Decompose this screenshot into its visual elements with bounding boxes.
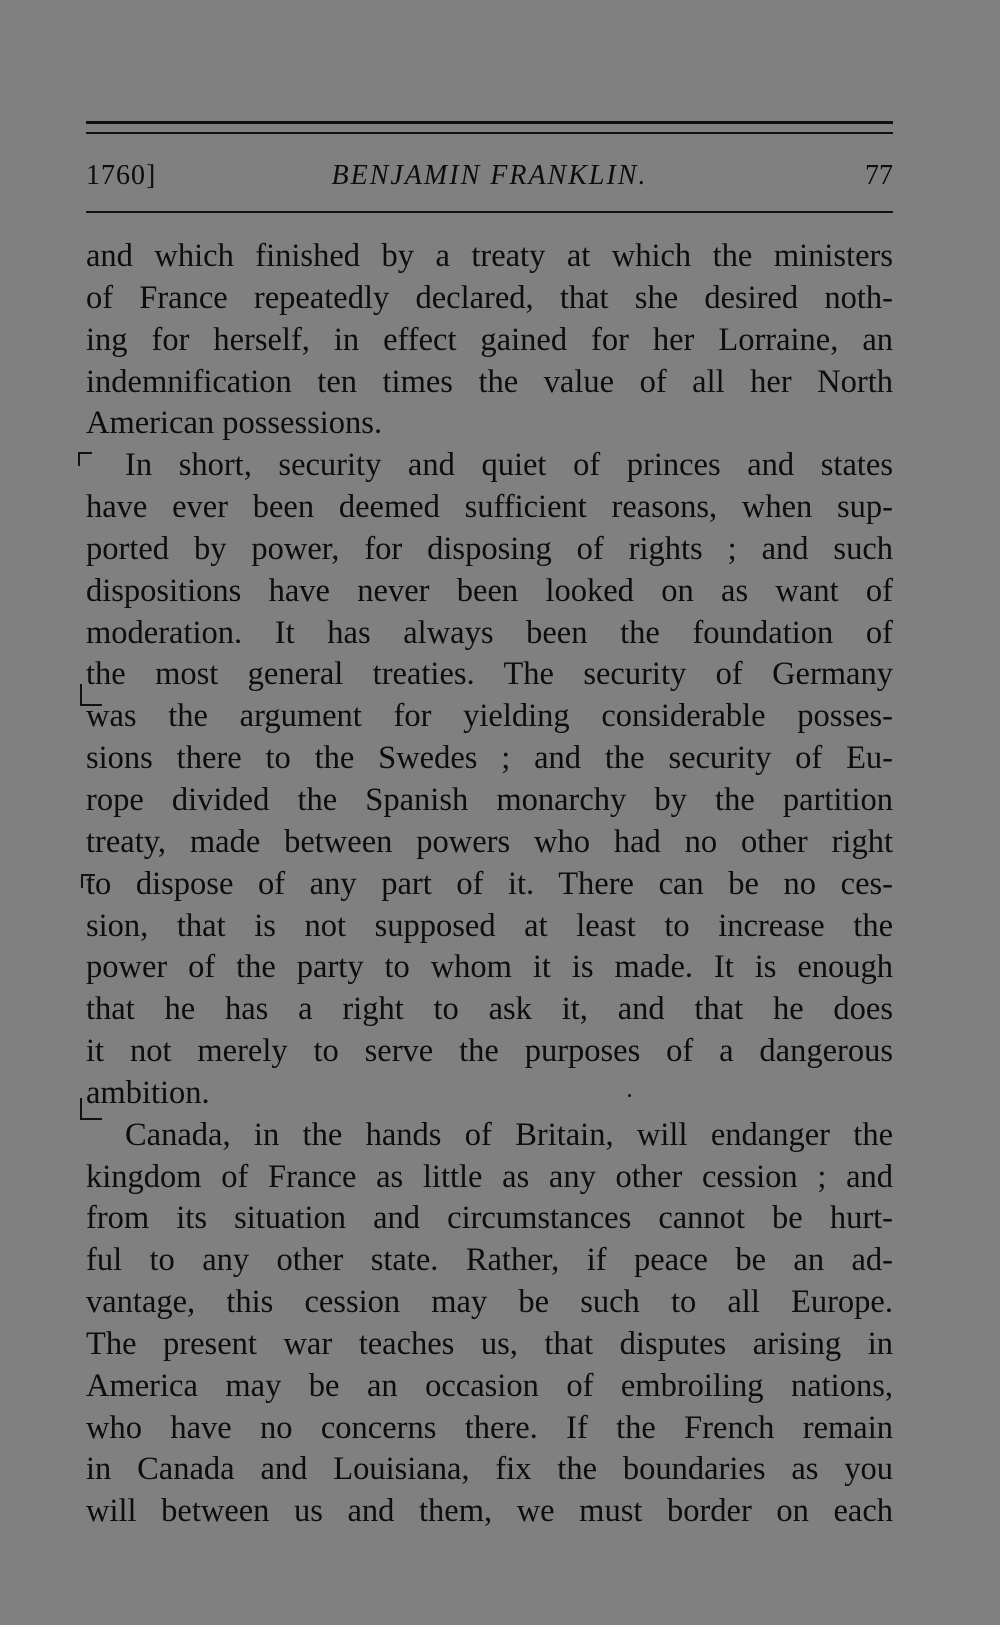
page-number: 77 <box>865 160 893 191</box>
text-line: The present war teaches us, that disputes arising in <box>86 1325 893 1362</box>
bracket-open-mark <box>81 874 95 888</box>
header-year: 1760] <box>86 160 157 191</box>
text-line: in Canada and Louisiana, fix the boundaries as you <box>86 1451 893 1488</box>
text-line: it not merely to serve the purposes of a dangerous <box>86 1033 893 1070</box>
text-line: ported by power, for disposing of rights ; and such <box>86 530 893 567</box>
running-header <box>86 160 893 200</box>
text-line: kingdom of France as little as any other cession ; and <box>86 1158 893 1195</box>
text-line: ing for herself, in effect gained for her Lorraine, an <box>86 321 893 358</box>
bracket-close-mark <box>80 684 102 706</box>
text-line: that he has a right to ask it, and that he does <box>86 991 893 1028</box>
page-body <box>86 236 893 1533</box>
text-line: American possessions. <box>86 405 383 442</box>
bracket-close-mark <box>80 1098 102 1120</box>
text-line: of France repeatedly declared, that she desired noth- <box>86 279 893 316</box>
text-line: indemnification ten times the value of all her North <box>86 363 893 400</box>
text-line: dispositions have never been looked on as want of <box>86 572 893 609</box>
text-line: power of the party to whom it is made. It is enough <box>86 949 893 986</box>
text-line: rope divided the Spanish monarchy by the partition <box>86 781 893 818</box>
text-line: was the argument for yielding considerable posses- <box>86 698 893 735</box>
text-line: ful to any other state. Rather, if peace be an ad- <box>86 1242 893 1279</box>
header-rule-second <box>86 132 893 134</box>
text-line: moderation. It has always been the foundation of <box>86 614 893 651</box>
header-rule-top <box>86 121 893 124</box>
text-line: America may be an occasion of embroiling nations, <box>86 1367 893 1404</box>
text-line: sion, that is not supposed at least to increase the <box>86 907 893 944</box>
text-line: the most general treaties. The security of Germany <box>86 656 893 693</box>
text-line: ambition. <box>86 1074 210 1111</box>
header-title: BENJAMIN FRANKLIN. <box>331 160 648 191</box>
text-line: Canada, in the hands of Britain, will endanger the <box>125 1116 893 1153</box>
text-line: have ever been deemed sufficient reasons, when sup- <box>86 489 893 526</box>
bracket-open-mark <box>78 452 92 466</box>
text-line: to dispose of any part of it. There can be no ces- <box>86 865 893 902</box>
text-line: who have no concerns there. If the French remain <box>86 1409 893 1446</box>
text-line: sions there to the Swedes ; and the security of Eu- <box>86 740 893 777</box>
text-line: treaty, made between powers who had no other right <box>86 823 893 860</box>
text-line: will between us and them, we must border on each <box>86 1493 893 1530</box>
text-line: In short, security and quiet of princes and states <box>125 447 893 484</box>
text-line: and which finished by a treaty at which the ministers <box>86 238 893 274</box>
header-rule-bottom <box>86 211 893 213</box>
text-line: vantage, this cession may be such to all Europe. <box>86 1284 893 1321</box>
ink-speck <box>628 1094 631 1097</box>
text-line: from its situation and circumstances cannot be hurt- <box>86 1200 893 1237</box>
